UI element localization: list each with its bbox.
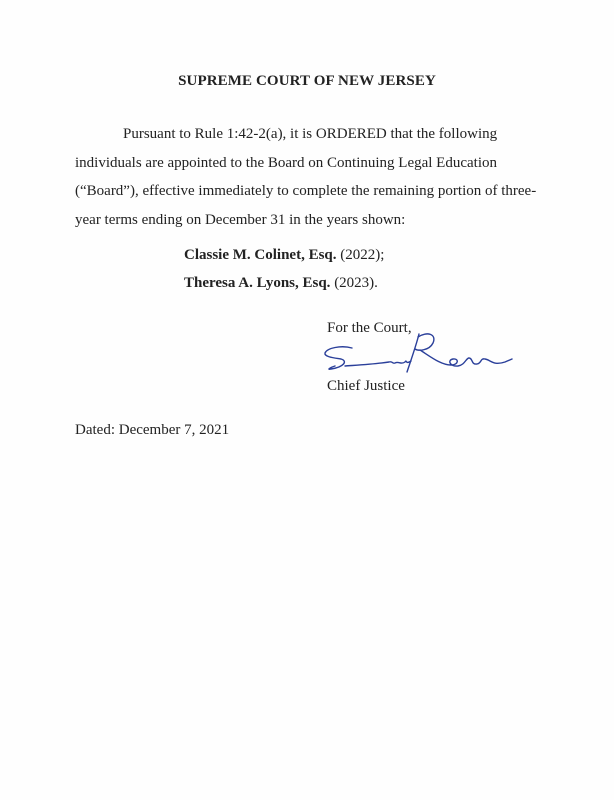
appointee-term: (2023). [330,275,378,291]
appointee-name: Classie M. Colinet, Esq. [184,247,337,263]
order-line-2: individuals are appointed to the Board on Continuing Legal Education [75,155,497,171]
signature-block [327,320,527,400]
signer-title: Chief Justice [327,378,405,394]
appointee-name: Theresa A. Lyons, Esq. [184,275,331,291]
handwritten-signature [319,328,519,378]
order-line-4: year terms ending on December 31 in the years shown: [75,212,406,228]
appointee-item [184,275,378,292]
order-line-3: (“Board”), effective immediately to complete the remaining portion of three- [75,183,537,199]
appointee-item [184,247,384,264]
date-line: Dated: December 7, 2021 [75,422,230,438]
appointee-term: (2022); [336,247,385,263]
order-line-1: Pursuant to Rule 1:42-2(a), it is ORDERED that the following [123,126,498,142]
closing-text: For the Court, [327,320,412,336]
court-heading: SUPREME COURT OF NEW JERSEY [178,73,436,89]
